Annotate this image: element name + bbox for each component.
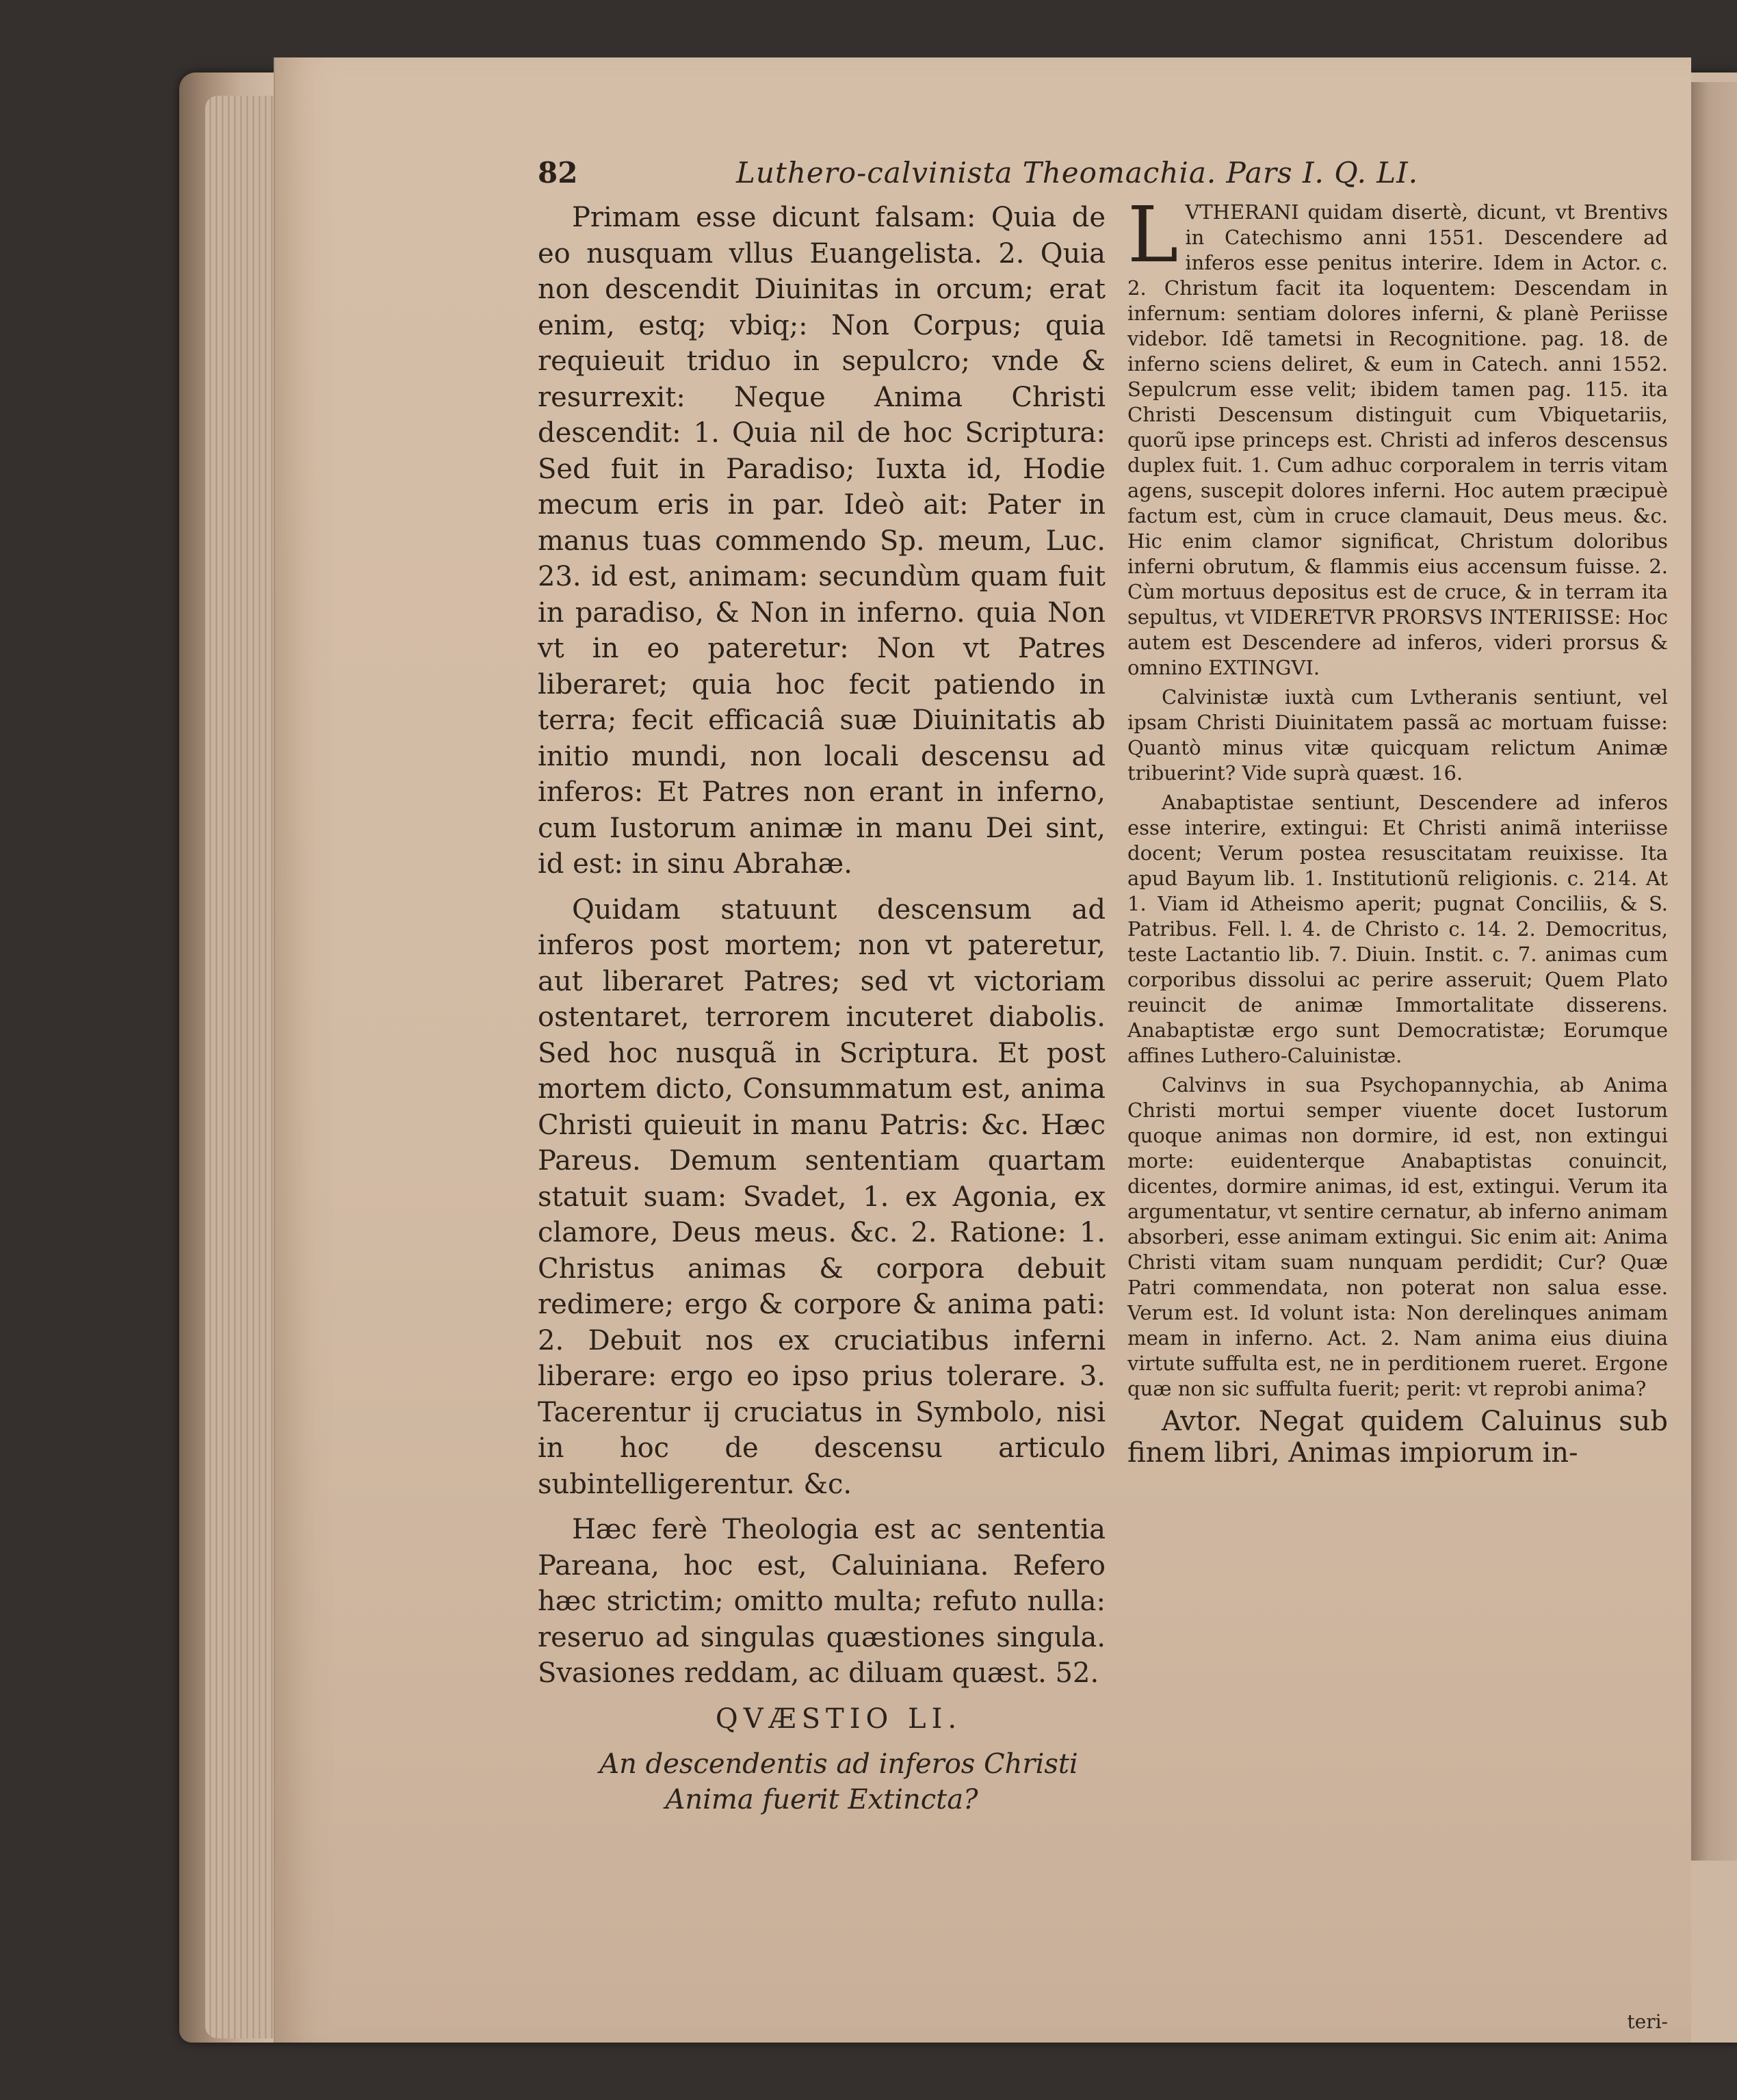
page-stack-edges bbox=[205, 96, 280, 2038]
page-text-area bbox=[538, 152, 1673, 2040]
page-number: 82 bbox=[538, 156, 578, 189]
left-paragraph-1: Primam esse dicunt falsam: Quia de eo nusquam vllus Euangelista. 2. Quia non descendit Diuinitas in orcum; erat enim, estq; vbiq;: Non Corpus; quia requieuit triduo in sepulcro; vnde & resurrexit: Neque Anima Christi descendit: 1. Quia nil de hoc Scriptura: Sed fuit in Paradiso; Iuxta id, Hodie mecum eris in par. Ideò ait: Pater in manus tuas commendo Sp. meum, Luc. 23. id est, animam: secundùm quam fuit in paradiso, & Non in inferno. quia Non vt in eo pateretur: Non vt Patres liberaret; quia hoc fecit patiendo in terra; fecit efficaciâ suæ Diuinitatis ab initio mundi, non locali descensu ad inferos: Et Patres non erant in inferno, cum Iustorum animæ in manu Dei sint, id est: in sinu Abrahæ. bbox=[538, 202, 1106, 880]
right-paragraph-1 bbox=[1127, 191, 1668, 681]
left-paragraph-3: Hæc ferè Theologia est ac sententia Pareana, hoc est, Caluiniana. Refero hæc strictim; omitto multa; refuto nulla: reseruo ad singulas quæstiones singula. Svasiones reddam, ac diluam quæst. 52. bbox=[538, 1514, 1106, 1689]
right-paragraph-4: Calvinvs in sua Psychopannychia, ab Anima Christi mortui semper viuente docet Iustorum quoque animas non dormire, id est, non extingui morte: euidenterque Anabaptistas conuincit, dicentes, dormire animas, id est, extingui. Verum ita argumentatur, vt sentire cernatur, ab inferno animam absorberi, esse animam extingui. Sic enim ait: Anima Christi vitam suam nunquam perdidit; Cur? Quæ Patri commendata, non poterat non salua esse. Verum est. Id volunt ista: Non derelinques animam meam in inferno. Act. 2. Nam anima eius diuina virtute suffulta est, ne in perditionem rueret. Ergone quæ non sic suffulta fuerit; perit: vt reprobi anima? bbox=[1127, 1073, 1668, 1400]
right-paragraph-2: Calvinistæ iuxtà cum Lvtheranis sentiunt, vel ipsam Christi Diuinitatem passã ac mortuam fuisse: Quantò minus vitæ quicquam relictum Animæ tribuerint? Vide suprà quæst. 16. bbox=[1127, 685, 1668, 785]
left-paragraph-2: Quidam statuunt descensum ad inferos post mortem; non vt pateretur, aut liberaret Patres; sed vt victoriam ostentaret, terrorem incuteret diabolis. Sed hoc nusquã in Scriptura. Et post mortem dicto, Consummatum est, anima Christi quieuit in manu Patris: &c. Hæc Pareus. Demum sententiam quartam statuit suam: Svadet, 1. ex Agonia, ex clamore, Deus meus. &c. 2. Ratione: 1. Christus animas & corpora debuit redimere; ergo & corpore & anima pati: 2. Debuit nos ex cruciatibus inferni liberare: ergo eo ipso prius tolerare. 3. Tacerentur ij cruciatus in Symbolo, nisi in hoc de descensu articulo subintelligerentur. &c. bbox=[538, 893, 1106, 1500]
running-title: Luthero-calvinista Theomachia. Pars I. Q. LI. bbox=[736, 156, 1419, 189]
right-paragraph-3: Anabaptistae sentiunt, Descendere ad inferos esse interire, extingui: Et Christi animã interiisse docent; Verum postea resuscitatam reuixisse. Ita apud Bayum lib. 1. Institutionũ religionis. c. 214. At 1. Viam id Atheismo aperit; pugnat Conciliis, & S. Patribus. Fell. l. 4. de Christo c. 14. 2. Democritus, teste Lactantio lib. 7. Diuin. Instit. c. 7. animas cum corporibus dissolui ac perire asseruit; Quem Plato reuincit de animæ Immortalitate disserens. Anabaptistæ ergo sunt Democratistæ; Eorumque affines Luthero-Caluinistæ. bbox=[1127, 791, 1668, 1067]
right-closing-paragraph: Avtor. Negat quidem Caluinus sub finem libri, Animas impiorum in- bbox=[1127, 1406, 1668, 1469]
right-page-edge bbox=[1690, 82, 1737, 1861]
drop-cap: L bbox=[1127, 191, 1179, 280]
right-paragraph-1-text: VTHERANI quidam disertè, dicunt, vt Brentivs in Catechismo anni 1551. Descendere ad inferos esse penitus interire. Idem in Actor. c. 2. Christum facit ita loquentem: Descendam in infernum: sentiam dolores inferni, & planè Periisse videbor. Idẽ tametsi in Recognitione. pag. 18. de inferno sciens deliret, & eum in Catech. anni 1552. Sepulcrum esse velit; ibidem tamen pag. 115. ita Christi Descensum distinguit cum Vbiquetariis, quorũ ipse princeps est. Christi ad inferos descensus duplex fuit. 1. Cum adhuc corporalem in terris vitam agens, suscepit dolores inferni. Hoc autem præcipuè factum est, cùm in cruce clamauit, Deus meus. &c. Hic enim clamor significat, Christum doloribus inferni obrutum, & flammis eius accensum fuisse. 2. Cùm mortuus depositus est de cruce, & in terram ita sepultus, vt VIDERETVR PRORSVS INTERIISSE: Hoc autem est Descendere ad inferos, videri prorsus & omnino EXTINGVI. bbox=[1127, 200, 1668, 679]
page-header bbox=[538, 152, 1673, 193]
catchword: teri- bbox=[1627, 2010, 1668, 2033]
left-column bbox=[538, 200, 1106, 1827]
question-subtitle: An descendentis ad inferos Christi Anima fuerit Extincta? bbox=[599, 1748, 1078, 1815]
right-column bbox=[1127, 191, 1668, 1473]
question-title: QVÆSTIO LI. bbox=[715, 1703, 963, 1735]
